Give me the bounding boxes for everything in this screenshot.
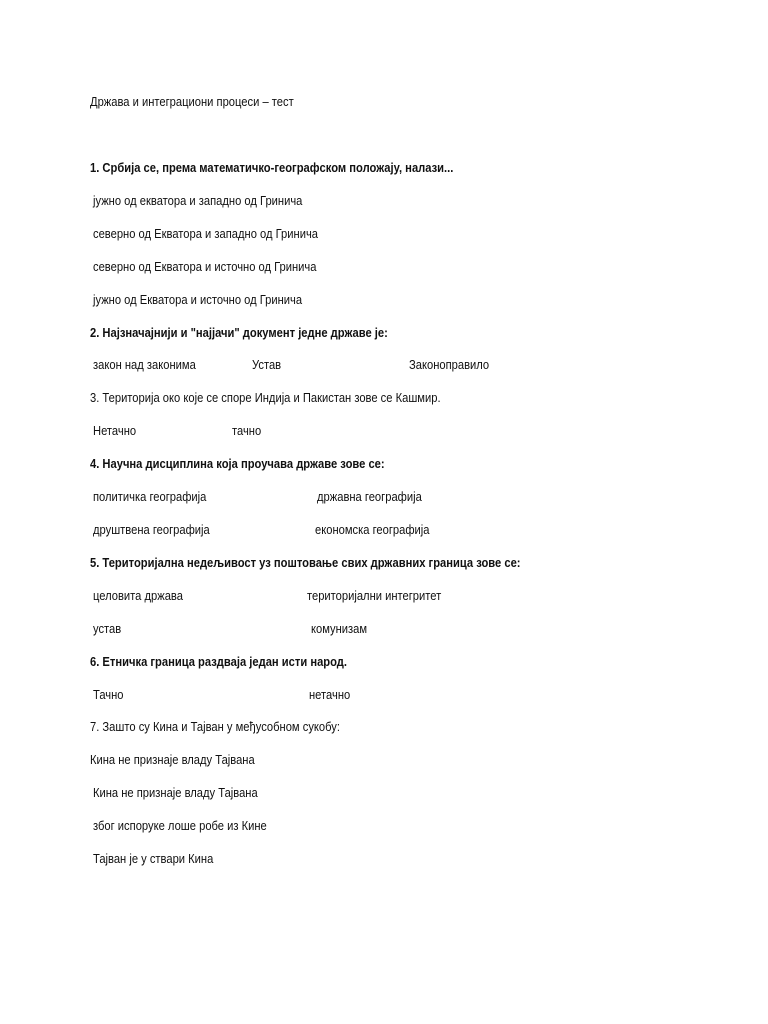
question-6-prompt: 6. Етничка граница раздваја један исти народ. xyxy=(90,654,348,669)
question-3-prompt: 3. Територија око које се споре Индија и Пакистан зове се Кашмир. xyxy=(90,390,441,405)
question-5-option-2: територијални интегритет xyxy=(307,588,442,603)
question-5-option-1: целовита држава xyxy=(93,588,183,603)
question-4-prompt: 4. Научна дисциплина која проучава државе зове се: xyxy=(90,456,385,471)
question-6-option-2: нетачно xyxy=(309,687,351,702)
question-1-option-4: јужно од Екватора и источно од Гринича xyxy=(93,292,303,307)
question-2-prompt: 2. Најзначајнији и "најјачи" документ једне државе је: xyxy=(90,325,388,340)
question-4-option-3: друштвена географија xyxy=(93,522,210,537)
question-1-option-1: јужно од екватора и западно од Гринича xyxy=(93,193,303,208)
question-2-option-2: Устав xyxy=(252,357,282,372)
question-1-prompt: 1. Србија се, према математичко-географском положају, налази... xyxy=(90,160,454,175)
question-3-option-2: тачно xyxy=(232,423,262,438)
question-3-option-1: Нетачно xyxy=(93,423,137,438)
question-2-option-1: закон над законима xyxy=(93,357,196,372)
document-title: Држава и интеграциони процеси – тест xyxy=(90,94,294,109)
question-1-option-3: северно од Екватора и источно од Гринича xyxy=(93,259,317,274)
question-7-option-3: због испоруке лоше робе из Кине xyxy=(93,818,267,833)
question-7-option-2: Кина не признаје владу Тајвана xyxy=(93,785,258,800)
question-1-option-2: северно од Екватора и западно од Гринича xyxy=(93,226,318,241)
question-2-option-3: Законоправило xyxy=(409,357,490,372)
question-7-option-1: Кина не признаје владу Тајвана xyxy=(90,752,255,767)
question-7-option-4: Тајван је у ствари Кина xyxy=(93,851,214,866)
question-6-option-1: Тачно xyxy=(93,687,124,702)
question-4-option-2: државна географија xyxy=(317,489,422,504)
question-5-option-3: устав xyxy=(93,621,122,636)
question-4-option-1: политичка географија xyxy=(93,489,207,504)
question-7-prompt: 7. Зашто су Кина и Тајван у међусобном сукобу: xyxy=(90,719,341,734)
question-5-prompt: 5. Територијална недељивост уз поштовање свих државних граница зове се: xyxy=(90,555,521,570)
question-4-option-4: економска географија xyxy=(315,522,430,537)
question-5-option-4: комунизам xyxy=(311,621,368,636)
